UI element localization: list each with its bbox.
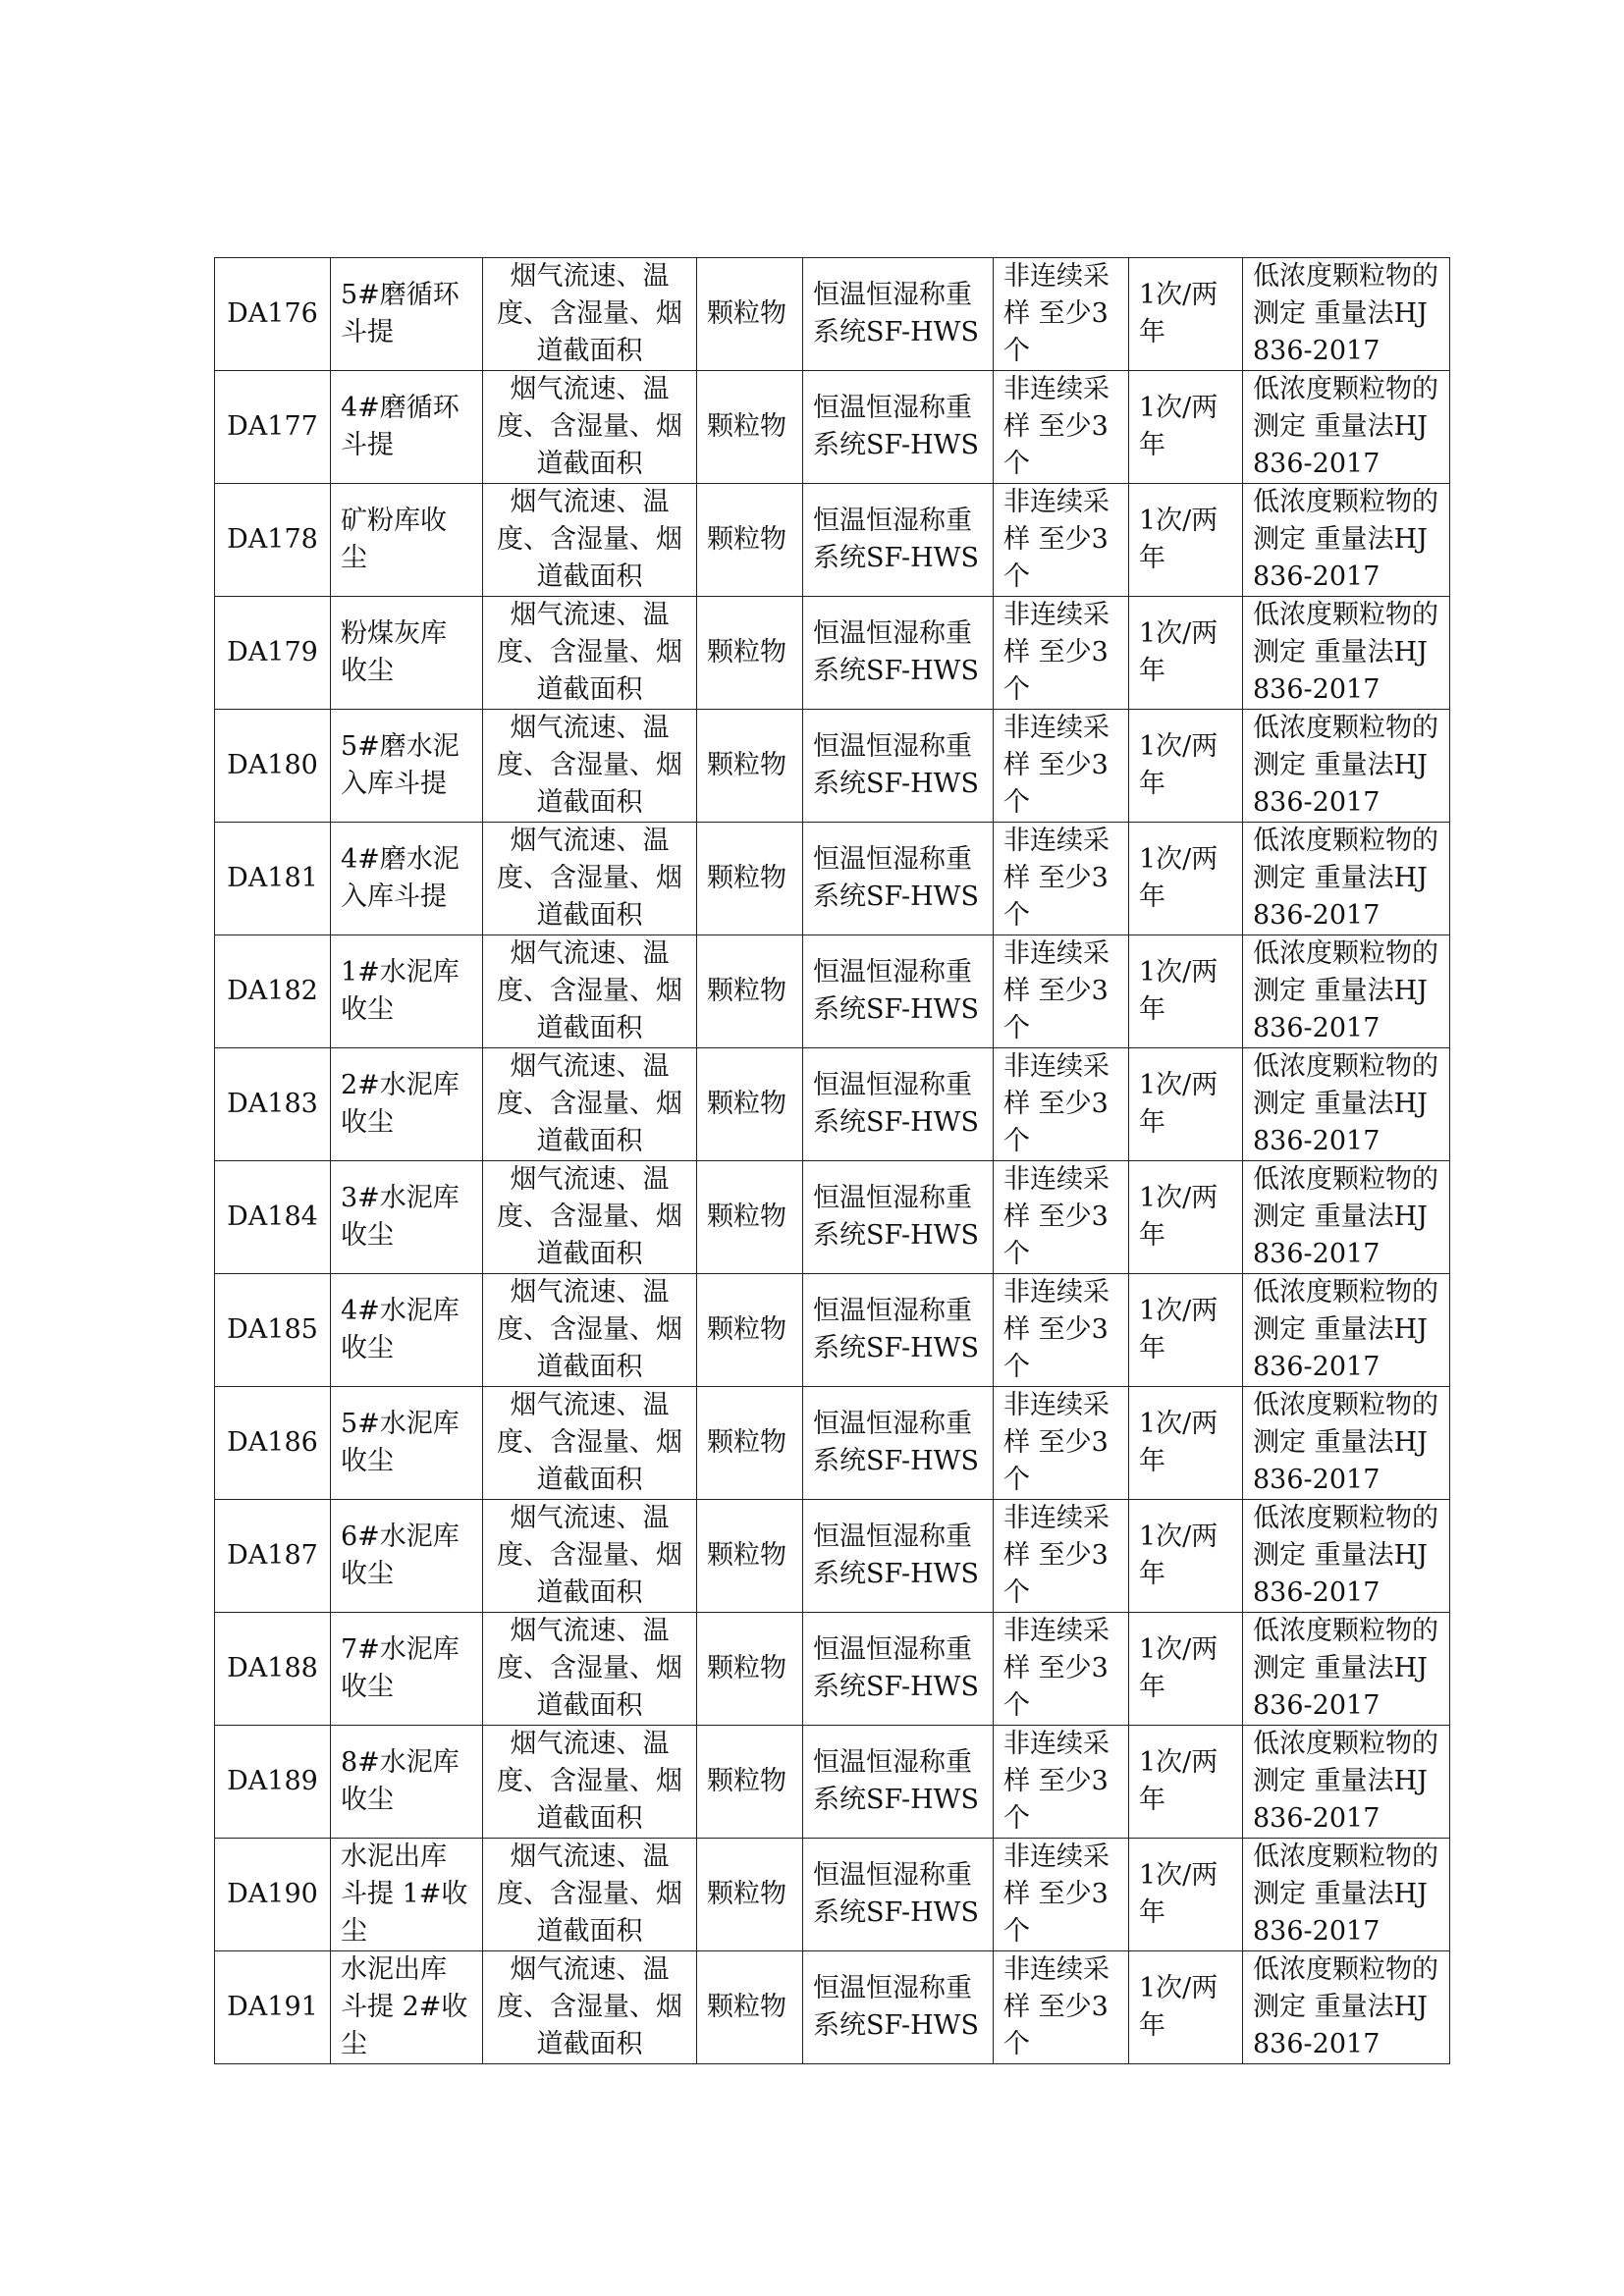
sampling-cell: 非连续采样 至少3个 xyxy=(994,823,1129,935)
monitoring-table xyxy=(214,257,1450,2064)
parameters-cell: 烟气流速、温度、含湿量、烟道截面积 xyxy=(483,1274,697,1387)
table-row xyxy=(215,1839,1450,1951)
frequency-cell: 1次/两年 xyxy=(1129,1839,1243,1951)
method-cell: 低浓度颗粒物的测定 重量法HJ836-2017 xyxy=(1243,1387,1450,1500)
frequency-cell: 1次/两年 xyxy=(1129,484,1243,597)
parameters-cell: 烟气流速、温度、含湿量、烟道截面积 xyxy=(483,1500,697,1613)
instrument-cell: 恒温恒湿称重系统SF-HWS xyxy=(803,484,994,597)
outlet-name-cell: 4#磨水泥入库斗提 xyxy=(331,823,483,935)
pollutant-cell: 颗粒物 xyxy=(697,823,803,935)
outlet-name-cell: 矿粉库收尘 xyxy=(331,484,483,597)
pollutant-cell: 颗粒物 xyxy=(697,935,803,1048)
instrument-cell: 恒温恒湿称重系统SF-HWS xyxy=(803,1387,994,1500)
table-row xyxy=(215,935,1450,1048)
pollutant-cell: 颗粒物 xyxy=(697,1387,803,1500)
table-row xyxy=(215,258,1450,371)
outlet-name-cell: 7#水泥库收尘 xyxy=(331,1613,483,1726)
table-row xyxy=(215,1500,1450,1613)
outlet-id-cell: DA177 xyxy=(215,371,331,484)
pollutant-cell: 颗粒物 xyxy=(697,1839,803,1951)
pollutant-cell: 颗粒物 xyxy=(697,710,803,823)
frequency-cell: 1次/两年 xyxy=(1129,1387,1243,1500)
frequency-cell: 1次/两年 xyxy=(1129,371,1243,484)
pollutant-cell: 颗粒物 xyxy=(697,1613,803,1726)
instrument-cell: 恒温恒湿称重系统SF-HWS xyxy=(803,710,994,823)
parameters-cell: 烟气流速、温度、含湿量、烟道截面积 xyxy=(483,823,697,935)
sampling-cell: 非连续采样 至少3个 xyxy=(994,1613,1129,1726)
outlet-id-cell: DA186 xyxy=(215,1387,331,1500)
outlet-name-cell: 8#水泥库收尘 xyxy=(331,1726,483,1839)
method-cell: 低浓度颗粒物的测定 重量法HJ836-2017 xyxy=(1243,258,1450,371)
frequency-cell: 1次/两年 xyxy=(1129,1161,1243,1274)
sampling-cell: 非连续采样 至少3个 xyxy=(994,935,1129,1048)
sampling-cell: 非连续采样 至少3个 xyxy=(994,1500,1129,1613)
method-cell: 低浓度颗粒物的测定 重量法HJ836-2017 xyxy=(1243,1500,1450,1613)
sampling-cell: 非连续采样 至少3个 xyxy=(994,1274,1129,1387)
method-cell: 低浓度颗粒物的测定 重量法HJ836-2017 xyxy=(1243,371,1450,484)
pollutant-cell: 颗粒物 xyxy=(697,484,803,597)
sampling-cell: 非连续采样 至少3个 xyxy=(994,597,1129,710)
sampling-cell: 非连续采样 至少3个 xyxy=(994,710,1129,823)
outlet-id-cell: DA185 xyxy=(215,1274,331,1387)
instrument-cell: 恒温恒湿称重系统SF-HWS xyxy=(803,258,994,371)
parameters-cell: 烟气流速、温度、含湿量、烟道截面积 xyxy=(483,1726,697,1839)
table-row xyxy=(215,1387,1450,1500)
table-row xyxy=(215,710,1450,823)
outlet-name-cell: 1#水泥库收尘 xyxy=(331,935,483,1048)
instrument-cell: 恒温恒湿称重系统SF-HWS xyxy=(803,597,994,710)
outlet-name-cell: 水泥出库斗提 2#收尘 xyxy=(331,1951,483,2064)
pollutant-cell: 颗粒物 xyxy=(697,1726,803,1839)
instrument-cell: 恒温恒湿称重系统SF-HWS xyxy=(803,823,994,935)
instrument-cell: 恒温恒湿称重系统SF-HWS xyxy=(803,1048,994,1161)
outlet-name-cell: 4#水泥库收尘 xyxy=(331,1274,483,1387)
table-row xyxy=(215,484,1450,597)
frequency-cell: 1次/两年 xyxy=(1129,597,1243,710)
pollutant-cell: 颗粒物 xyxy=(697,1274,803,1387)
outlet-id-cell: DA178 xyxy=(215,484,331,597)
pollutant-cell: 颗粒物 xyxy=(697,1048,803,1161)
outlet-id-cell: DA190 xyxy=(215,1839,331,1951)
method-cell: 低浓度颗粒物的测定 重量法HJ836-2017 xyxy=(1243,597,1450,710)
pollutant-cell: 颗粒物 xyxy=(697,597,803,710)
outlet-id-cell: DA182 xyxy=(215,935,331,1048)
frequency-cell: 1次/两年 xyxy=(1129,258,1243,371)
sampling-cell: 非连续采样 至少3个 xyxy=(994,1726,1129,1839)
instrument-cell: 恒温恒湿称重系统SF-HWS xyxy=(803,1274,994,1387)
parameters-cell: 烟气流速、温度、含湿量、烟道截面积 xyxy=(483,371,697,484)
table-body xyxy=(215,258,1450,2064)
method-cell: 低浓度颗粒物的测定 重量法HJ836-2017 xyxy=(1243,1048,1450,1161)
outlet-name-cell: 4#磨循环斗提 xyxy=(331,371,483,484)
frequency-cell: 1次/两年 xyxy=(1129,1726,1243,1839)
frequency-cell: 1次/两年 xyxy=(1129,1500,1243,1613)
outlet-name-cell: 2#水泥库收尘 xyxy=(331,1048,483,1161)
frequency-cell: 1次/两年 xyxy=(1129,1274,1243,1387)
method-cell: 低浓度颗粒物的测定 重量法HJ836-2017 xyxy=(1243,1161,1450,1274)
outlet-id-cell: DA184 xyxy=(215,1161,331,1274)
table-row xyxy=(215,1951,1450,2064)
sampling-cell: 非连续采样 至少3个 xyxy=(994,1161,1129,1274)
outlet-name-cell: 6#水泥库收尘 xyxy=(331,1500,483,1613)
outlet-id-cell: DA181 xyxy=(215,823,331,935)
parameters-cell: 烟气流速、温度、含湿量、烟道截面积 xyxy=(483,1951,697,2064)
frequency-cell: 1次/两年 xyxy=(1129,823,1243,935)
instrument-cell: 恒温恒湿称重系统SF-HWS xyxy=(803,1500,994,1613)
parameters-cell: 烟气流速、温度、含湿量、烟道截面积 xyxy=(483,710,697,823)
table-row xyxy=(215,1048,1450,1161)
outlet-name-cell: 5#水泥库收尘 xyxy=(331,1387,483,1500)
parameters-cell: 烟气流速、温度、含湿量、烟道截面积 xyxy=(483,258,697,371)
table-row xyxy=(215,1274,1450,1387)
frequency-cell: 1次/两年 xyxy=(1129,1048,1243,1161)
outlet-id-cell: DA188 xyxy=(215,1613,331,1726)
table-row xyxy=(215,371,1450,484)
table-row xyxy=(215,823,1450,935)
parameters-cell: 烟气流速、温度、含湿量、烟道截面积 xyxy=(483,1613,697,1726)
outlet-name-cell: 5#磨水泥入库斗提 xyxy=(331,710,483,823)
outlet-name-cell: 水泥出库斗提 1#收尘 xyxy=(331,1839,483,1951)
method-cell: 低浓度颗粒物的测定 重量法HJ836-2017 xyxy=(1243,1839,1450,1951)
sampling-cell: 非连续采样 至少3个 xyxy=(994,1951,1129,2064)
method-cell: 低浓度颗粒物的测定 重量法HJ836-2017 xyxy=(1243,1613,1450,1726)
table-row xyxy=(215,1161,1450,1274)
sampling-cell: 非连续采样 至少3个 xyxy=(994,1839,1129,1951)
frequency-cell: 1次/两年 xyxy=(1129,935,1243,1048)
parameters-cell: 烟气流速、温度、含湿量、烟道截面积 xyxy=(483,1839,697,1951)
instrument-cell: 恒温恒湿称重系统SF-HWS xyxy=(803,1951,994,2064)
method-cell: 低浓度颗粒物的测定 重量法HJ836-2017 xyxy=(1243,935,1450,1048)
method-cell: 低浓度颗粒物的测定 重量法HJ836-2017 xyxy=(1243,710,1450,823)
sampling-cell: 非连续采样 至少3个 xyxy=(994,1387,1129,1500)
parameters-cell: 烟气流速、温度、含湿量、烟道截面积 xyxy=(483,597,697,710)
pollutant-cell: 颗粒物 xyxy=(697,258,803,371)
method-cell: 低浓度颗粒物的测定 重量法HJ836-2017 xyxy=(1243,484,1450,597)
parameters-cell: 烟气流速、温度、含湿量、烟道截面积 xyxy=(483,1161,697,1274)
method-cell: 低浓度颗粒物的测定 重量法HJ836-2017 xyxy=(1243,1274,1450,1387)
parameters-cell: 烟气流速、温度、含湿量、烟道截面积 xyxy=(483,484,697,597)
pollutant-cell: 颗粒物 xyxy=(697,1500,803,1613)
sampling-cell: 非连续采样 至少3个 xyxy=(994,371,1129,484)
method-cell: 低浓度颗粒物的测定 重量法HJ836-2017 xyxy=(1243,1951,1450,2064)
sampling-cell: 非连续采样 至少3个 xyxy=(994,258,1129,371)
instrument-cell: 恒温恒湿称重系统SF-HWS xyxy=(803,1613,994,1726)
outlet-id-cell: DA191 xyxy=(215,1951,331,2064)
instrument-cell: 恒温恒湿称重系统SF-HWS xyxy=(803,1726,994,1839)
frequency-cell: 1次/两年 xyxy=(1129,1613,1243,1726)
method-cell: 低浓度颗粒物的测定 重量法HJ836-2017 xyxy=(1243,823,1450,935)
frequency-cell: 1次/两年 xyxy=(1129,710,1243,823)
parameters-cell: 烟气流速、温度、含湿量、烟道截面积 xyxy=(483,1048,697,1161)
pollutant-cell: 颗粒物 xyxy=(697,1161,803,1274)
outlet-id-cell: DA187 xyxy=(215,1500,331,1613)
outlet-id-cell: DA179 xyxy=(215,597,331,710)
outlet-id-cell: DA189 xyxy=(215,1726,331,1839)
outlet-name-cell: 5#磨循环斗提 xyxy=(331,258,483,371)
method-cell: 低浓度颗粒物的测定 重量法HJ836-2017 xyxy=(1243,1726,1450,1839)
pollutant-cell: 颗粒物 xyxy=(697,371,803,484)
table-row xyxy=(215,1726,1450,1839)
outlet-name-cell: 3#水泥库收尘 xyxy=(331,1161,483,1274)
instrument-cell: 恒温恒湿称重系统SF-HWS xyxy=(803,371,994,484)
outlet-id-cell: DA183 xyxy=(215,1048,331,1161)
table-row xyxy=(215,1613,1450,1726)
instrument-cell: 恒温恒湿称重系统SF-HWS xyxy=(803,1161,994,1274)
table-row xyxy=(215,597,1450,710)
frequency-cell: 1次/两年 xyxy=(1129,1951,1243,2064)
sampling-cell: 非连续采样 至少3个 xyxy=(994,1048,1129,1161)
instrument-cell: 恒温恒湿称重系统SF-HWS xyxy=(803,1839,994,1951)
outlet-name-cell: 粉煤灰库收尘 xyxy=(331,597,483,710)
sampling-cell: 非连续采样 至少3个 xyxy=(994,484,1129,597)
instrument-cell: 恒温恒湿称重系统SF-HWS xyxy=(803,935,994,1048)
outlet-id-cell: DA180 xyxy=(215,710,331,823)
outlet-id-cell: DA176 xyxy=(215,258,331,371)
pollutant-cell: 颗粒物 xyxy=(697,1951,803,2064)
parameters-cell: 烟气流速、温度、含湿量、烟道截面积 xyxy=(483,1387,697,1500)
parameters-cell: 烟气流速、温度、含湿量、烟道截面积 xyxy=(483,935,697,1048)
